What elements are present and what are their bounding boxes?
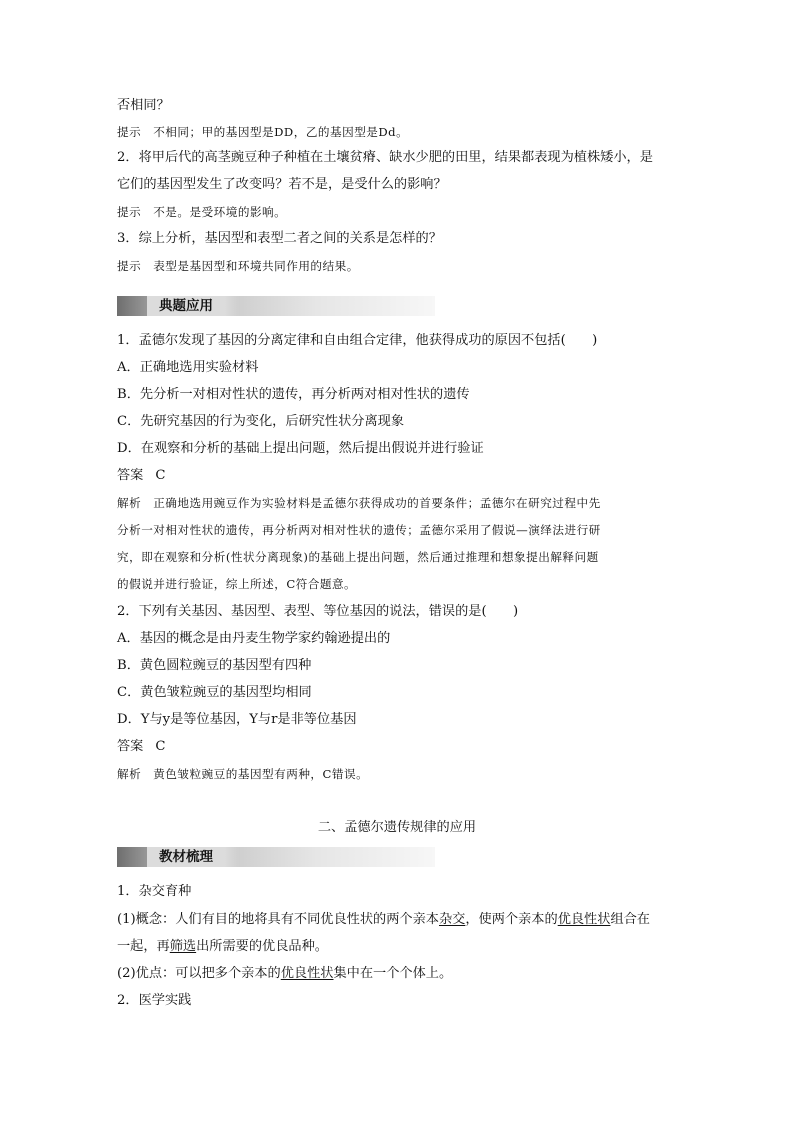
q2-stem: 2．下列有关基因、基因型、表型、等位基因的说法，错误的是( )	[117, 604, 519, 619]
subsection-heading: 1．杂交育种	[117, 884, 192, 899]
q1-analysis-line: 究，即在观察和分析(性状分离现象)的基础上提出问题，然后通过推理和想象提出解释问题	[117, 550, 599, 564]
text-span: (2)优点：可以把多个亲本的	[117, 966, 281, 981]
banner-label: 教材梳理	[147, 847, 225, 867]
section-title: 二、孟德尔遗传规律的应用	[317, 820, 477, 835]
q2-option-b: B．黄色圆粒豌豆的基因型有四种	[117, 658, 312, 673]
q2-option-c: C．黄色皱粒豌豆的基因型均相同	[117, 685, 312, 700]
analysis-text: 黄色皱粒豌豆的基因型有两种，C错误。	[153, 767, 369, 781]
hint-text: 不相同；甲的基因型是DD，乙的基因型是Dd。	[153, 125, 409, 139]
advantage-line	[117, 964, 452, 984]
text-line: 否相同？	[117, 98, 170, 113]
question-line: 3．综上分析，基因型和表型二者之间的关系是怎样的？	[117, 231, 442, 246]
analysis-tag: 解析	[117, 767, 142, 781]
answer-tag: 答案	[117, 739, 144, 754]
banner-label: 典题应用	[147, 296, 225, 316]
question-line: 2．将甲后代的高茎豌豆种子种植在土壤贫瘠、缺水少肥的田里，结果都表现为植株矮小，是	[117, 150, 653, 165]
q2-option-a: A．基因的概念是由丹麦生物学家约翰逊提出的	[117, 631, 391, 646]
analysis-text: 正确地选用豌豆作为实验材料是孟德尔获得成功的首要条件；孟德尔在研究过程中先	[153, 496, 601, 510]
text-span: ，使两个亲本的	[465, 912, 558, 927]
answer-value: C	[155, 468, 166, 483]
q1-option-b: B．先分析一对相对性状的遗传，再分析两对相对性状的遗传	[117, 387, 470, 402]
q2-answer	[117, 737, 165, 757]
fill-blank: 筛选	[169, 939, 197, 954]
text-span: (1)概念：人们有目的地将具有不同优良性状的两个亲本	[117, 912, 439, 927]
q1-analysis-line: 的假说并进行验证，综上所述，C符合题意。	[117, 577, 357, 591]
subsection-heading: 2．医学实践	[117, 993, 192, 1008]
q1-option-c: C．先研究基因的行为变化，后研究性状分离现象	[117, 414, 405, 429]
text-span: 出所需要的优良品种。	[196, 939, 328, 954]
text-span: 一起，再	[117, 939, 170, 954]
fill-blank: 优良性状	[280, 966, 334, 981]
q2-analysis-line	[117, 764, 368, 784]
q1-analysis-line	[117, 493, 601, 513]
section-banner	[117, 847, 435, 867]
q1-stem: 1．孟德尔发现了基因的分离定律和自由组合定律，他获得成功的原因不包括( )	[117, 333, 598, 348]
answer-value: C	[155, 739, 166, 754]
q1-answer	[117, 466, 165, 486]
concept-line	[117, 910, 650, 930]
analysis-tag: 解析	[117, 496, 142, 510]
text-span: 组合在	[610, 912, 650, 927]
hint-tag: 提示	[117, 259, 142, 273]
concept-line	[117, 937, 328, 957]
fill-blank: 优良性状	[557, 912, 611, 927]
hint-tag: 提示	[117, 125, 142, 139]
hint-line	[117, 256, 359, 276]
hint-line	[117, 122, 408, 142]
answer-tag: 答案	[117, 468, 144, 483]
q1-analysis-line: 分析一对相对性状的遗传，再分析两对相对性状的遗传；孟德尔采用了假说—演绎法进行研	[117, 523, 601, 537]
hint-tag: 提示	[117, 205, 142, 219]
hint-text: 不是。是受环境的影响。	[153, 205, 287, 219]
section-banner	[117, 296, 435, 316]
q1-option-d: D．在观察和分析的基础上提出问题，然后提出假说并进行验证	[117, 441, 484, 456]
q2-option-d: D．Y与y是等位基因，Y与r是非等位基因	[117, 712, 357, 727]
q1-option-a: A．正确地选用实验材料	[117, 360, 259, 375]
text-span: 集中在一个个体上。	[333, 966, 453, 981]
hint-line	[117, 202, 286, 222]
hint-text: 表型是基因型和环境共同作用的结果。	[153, 259, 359, 273]
fill-blank: 杂交	[439, 912, 466, 927]
question-line: 它们的基因型发生了改变吗？若不是，是受什么的影响？	[117, 177, 447, 192]
